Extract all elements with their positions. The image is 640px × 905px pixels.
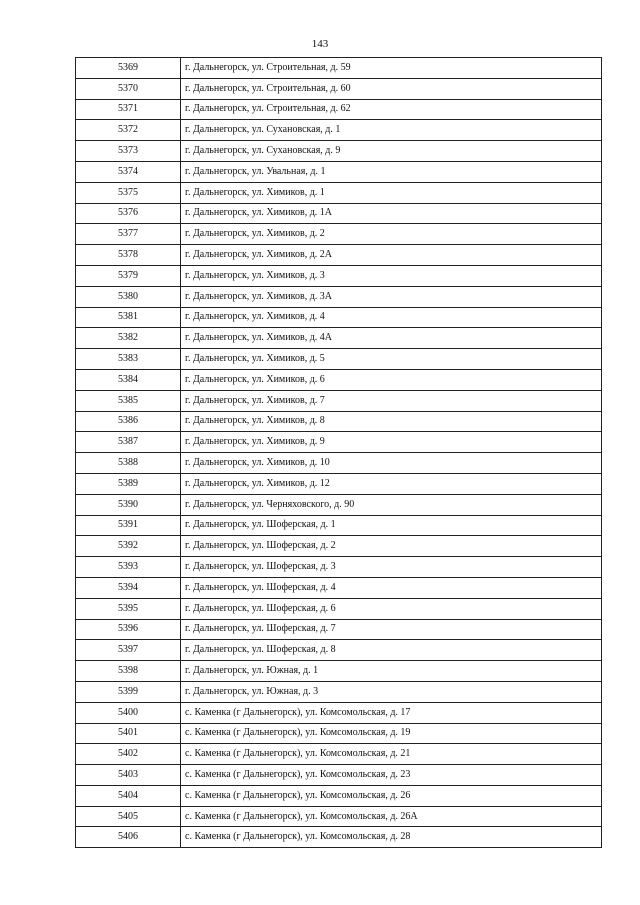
row-number-cell: 5388 (76, 453, 181, 474)
row-number-cell: 5393 (76, 557, 181, 578)
row-number-cell: 5399 (76, 681, 181, 702)
row-number-cell: 5375 (76, 182, 181, 203)
address-cell: г. Дальнегорск, ул. Шоферская, д. 4 (181, 577, 602, 598)
row-number-cell: 5398 (76, 661, 181, 682)
row-number-cell: 5396 (76, 619, 181, 640)
row-number-cell: 5370 (76, 78, 181, 99)
table-row (76, 557, 602, 578)
address-cell: г. Дальнегорск, ул. Химиков, д. 1А (181, 203, 602, 224)
row-number-cell: 5377 (76, 224, 181, 245)
address-cell: г. Дальнегорск, ул. Химиков, д. 4 (181, 307, 602, 328)
address-cell: г. Дальнегорск, ул. Химиков, д. 1 (181, 182, 602, 203)
row-number-cell: 5404 (76, 785, 181, 806)
row-number-cell: 5389 (76, 473, 181, 494)
address-cell: г. Дальнегорск, ул. Химиков, д. 9 (181, 432, 602, 453)
table-row (76, 827, 602, 848)
address-cell: г. Дальнегорск, ул. Химиков, д. 3А (181, 286, 602, 307)
address-table-body (76, 58, 602, 848)
table-row (76, 265, 602, 286)
address-cell: г. Дальнегорск, ул. Шоферская, д. 7 (181, 619, 602, 640)
address-cell: с. Каменка (г Дальнегорск), ул. Комсомольская, д. 17 (181, 702, 602, 723)
row-number-cell: 5392 (76, 536, 181, 557)
table-row (76, 681, 602, 702)
row-number-cell: 5381 (76, 307, 181, 328)
address-cell: с. Каменка (г Дальнегорск), ул. Комсомольская, д. 21 (181, 744, 602, 765)
table-row (76, 515, 602, 536)
table-row (76, 432, 602, 453)
table-row (76, 161, 602, 182)
address-cell: г. Дальнегорск, ул. Шоферская, д. 2 (181, 536, 602, 557)
table-row (76, 411, 602, 432)
page-number: 143 (311, 38, 329, 50)
address-cell: г. Дальнегорск, ул. Черняховского, д. 90 (181, 494, 602, 515)
address-cell: г. Дальнегорск, ул. Шоферская, д. 6 (181, 598, 602, 619)
address-cell: с. Каменка (г Дальнегорск), ул. Комсомольская, д. 23 (181, 765, 602, 786)
row-number-cell: 5387 (76, 432, 181, 453)
table-row (76, 141, 602, 162)
address-cell: г. Дальнегорск, ул. Сухановская, д. 1 (181, 120, 602, 141)
address-cell: г. Дальнегорск, ул. Шоферская, д. 1 (181, 515, 602, 536)
row-number-cell: 5374 (76, 161, 181, 182)
table-row (76, 58, 602, 79)
address-cell: с. Каменка (г Дальнегорск), ул. Комсомольская, д. 19 (181, 723, 602, 744)
table-row (76, 245, 602, 266)
table-row (76, 286, 602, 307)
row-number-cell: 5397 (76, 640, 181, 661)
address-cell: г. Дальнегорск, ул. Шоферская, д. 8 (181, 640, 602, 661)
table-row (76, 598, 602, 619)
table-row (76, 349, 602, 370)
address-table (75, 57, 602, 848)
address-cell: г. Дальнегорск, ул. Южная, д. 3 (181, 681, 602, 702)
address-cell: г. Дальнегорск, ул. Сухановская, д. 9 (181, 141, 602, 162)
row-number-cell: 5378 (76, 245, 181, 266)
table-row (76, 661, 602, 682)
table-row (76, 619, 602, 640)
row-number-cell: 5395 (76, 598, 181, 619)
row-number-cell: 5402 (76, 744, 181, 765)
address-cell: г. Дальнегорск, ул. Шоферская, д. 3 (181, 557, 602, 578)
row-number-cell: 5373 (76, 141, 181, 162)
table-row (76, 806, 602, 827)
address-cell: г. Дальнегорск, ул. Химиков, д. 8 (181, 411, 602, 432)
address-cell: г. Дальнегорск, ул. Химиков, д. 5 (181, 349, 602, 370)
address-cell: г. Дальнегорск, ул. Строительная, д. 60 (181, 78, 602, 99)
row-number-cell: 5383 (76, 349, 181, 370)
table-row (76, 224, 602, 245)
table-row (76, 328, 602, 349)
row-number-cell: 5391 (76, 515, 181, 536)
address-cell: г. Дальнегорск, ул. Химиков, д. 10 (181, 453, 602, 474)
row-number-cell: 5371 (76, 99, 181, 120)
table-row (76, 640, 602, 661)
row-number-cell: 5369 (76, 58, 181, 79)
table-row (76, 369, 602, 390)
address-cell: г. Дальнегорск, ул. Химиков, д. 7 (181, 390, 602, 411)
address-cell: с. Каменка (г Дальнегорск), ул. Комсомольская, д. 26А (181, 806, 602, 827)
row-number-cell: 5379 (76, 265, 181, 286)
address-cell: г. Дальнегорск, ул. Химиков, д. 2 (181, 224, 602, 245)
row-number-cell: 5394 (76, 577, 181, 598)
table-row (76, 99, 602, 120)
row-number-cell: 5372 (76, 120, 181, 141)
row-number-cell: 5403 (76, 765, 181, 786)
table-row (76, 120, 602, 141)
table-row (76, 390, 602, 411)
table-row (76, 702, 602, 723)
address-cell: г. Дальнегорск, ул. Строительная, д. 62 (181, 99, 602, 120)
table-row (76, 78, 602, 99)
table-row (76, 307, 602, 328)
row-number-cell: 5386 (76, 411, 181, 432)
table-row (76, 723, 602, 744)
row-number-cell: 5401 (76, 723, 181, 744)
address-cell: с. Каменка (г Дальнегорск), ул. Комсомольская, д. 28 (181, 827, 602, 848)
row-number-cell: 5384 (76, 369, 181, 390)
table-row (76, 453, 602, 474)
row-number-cell: 5406 (76, 827, 181, 848)
address-cell: г. Дальнегорск, ул. Увальная, д. 1 (181, 161, 602, 182)
table-row (76, 765, 602, 786)
address-cell: г. Дальнегорск, ул. Химиков, д. 6 (181, 369, 602, 390)
address-cell: г. Дальнегорск, ул. Химиков, д. 2А (181, 245, 602, 266)
address-cell: г. Дальнегорск, ул. Химиков, д. 12 (181, 473, 602, 494)
address-cell: г. Дальнегорск, ул. Химиков, д. 4А (181, 328, 602, 349)
table-row (76, 536, 602, 557)
row-number-cell: 5400 (76, 702, 181, 723)
table-row (76, 577, 602, 598)
address-cell: г. Дальнегорск, ул. Химиков, д. 3 (181, 265, 602, 286)
row-number-cell: 5385 (76, 390, 181, 411)
table-row (76, 744, 602, 765)
address-cell: г. Дальнегорск, ул. Южная, д. 1 (181, 661, 602, 682)
address-cell: с. Каменка (г Дальнегорск), ул. Комсомольская, д. 26 (181, 785, 602, 806)
address-cell: г. Дальнегорск, ул. Строительная, д. 59 (181, 58, 602, 79)
row-number-cell: 5380 (76, 286, 181, 307)
row-number-cell: 5390 (76, 494, 181, 515)
table-row (76, 203, 602, 224)
table-row (76, 785, 602, 806)
table-row (76, 182, 602, 203)
table-row (76, 473, 602, 494)
row-number-cell: 5382 (76, 328, 181, 349)
row-number-cell: 5405 (76, 806, 181, 827)
table-row (76, 494, 602, 515)
row-number-cell: 5376 (76, 203, 181, 224)
